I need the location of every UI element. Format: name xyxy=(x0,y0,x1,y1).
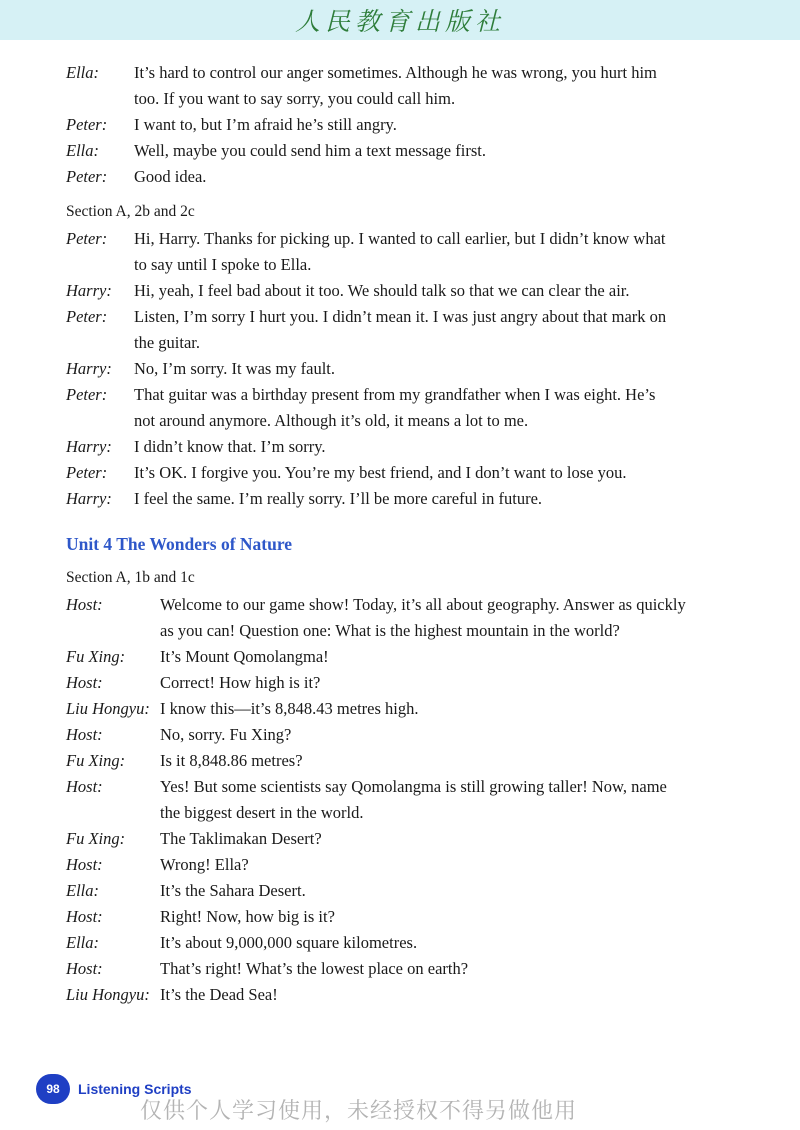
dialogue-text-line: the biggest desert in the world. xyxy=(160,803,364,822)
dialogue-text-line: Correct! How high is it? xyxy=(160,673,321,692)
dialogue-text-line: Hi, Harry. Thanks for picking up. I wanted to call earlier, but I didn’t know what xyxy=(134,229,666,248)
dialogue-text-line: It’s Mount Qomolangma! xyxy=(160,647,329,666)
page-number-badge: 98 xyxy=(36,1074,70,1104)
speaker-name: Ella: xyxy=(66,881,99,900)
speaker-name: Peter: xyxy=(66,463,108,482)
dialogue-text xyxy=(134,138,486,164)
header-band xyxy=(0,0,800,40)
dialogue-text xyxy=(134,164,206,190)
unit-heading: Unit 4 The Wonders of Nature xyxy=(66,534,293,554)
dialogue-line xyxy=(66,670,696,696)
dialogue-text-line: It’s OK. I forgive you. You’re my best friend, and I don’t want to lose you. xyxy=(134,463,627,482)
speaker-name: Liu Hongyu: xyxy=(66,985,150,1004)
dialogue-text-line: I feel the same. I’m really sorry. I’ll be more careful in future. xyxy=(134,489,543,508)
dialogue-text-line: I didn’t know that. I’m sorry. xyxy=(134,437,326,456)
speaker-name: Fu Xing: xyxy=(66,647,126,666)
dialogue-line xyxy=(66,644,696,670)
dialogue-line xyxy=(66,164,696,190)
dialogue-text-line: too. If you want to say sorry, you could call him. xyxy=(134,89,456,108)
section-heading-1b-1c: Section A, 1b and 1c xyxy=(66,569,195,586)
dialogue-text-line: not around anymore. Although it’s old, it means a lot to me. xyxy=(134,411,529,430)
dialogue-text-line: as you can! Question one: What is the highest mountain in the world? xyxy=(160,621,620,640)
dialogue-text xyxy=(160,852,249,878)
dialogue-text xyxy=(160,592,686,644)
footer-label: Listening Scripts xyxy=(78,1081,192,1097)
dialogue-text xyxy=(160,826,322,852)
dialogue-line xyxy=(66,460,696,486)
dialogue-line xyxy=(66,434,696,460)
speaker-name: Harry: xyxy=(66,359,112,378)
watermark: 仅供个人学习使用，未经授权不得另做他用 xyxy=(140,1099,578,1124)
speaker-name: Liu Hongyu: xyxy=(66,699,150,718)
dialogue-text-line: It’s about 9,000,000 square kilometres. xyxy=(160,933,418,952)
speaker-name: Peter: xyxy=(66,115,108,134)
dialogue-text xyxy=(160,722,291,748)
dialogue-line xyxy=(66,930,696,956)
dialogue-line xyxy=(66,60,696,112)
dialogue-text-line: I know this—it’s 8,848.43 metres high. xyxy=(160,699,419,718)
speaker-name: Fu Xing: xyxy=(66,751,126,770)
section-2b-dialogue xyxy=(66,226,696,512)
dialogue-text xyxy=(134,486,542,512)
dialogue-text-line: Listen, I’m sorry I hurt you. I didn’t mean it. I was just angry about that mark on xyxy=(134,307,667,326)
speaker-name: Harry: xyxy=(66,281,112,300)
dialogue-line xyxy=(66,826,696,852)
dialogue-text-line: Welcome to our game show! Today, it’s all about geography. Answer as quickly xyxy=(160,595,686,614)
dialogue-text-line: Wrong! Ella? xyxy=(160,855,249,874)
dialogue-line xyxy=(66,696,696,722)
dialogue-text-line: No, sorry. Fu Xing? xyxy=(160,725,292,744)
dialogue-line xyxy=(66,878,696,904)
speaker-name: Host: xyxy=(66,959,103,978)
dialogue-line xyxy=(66,956,696,982)
publisher-logo: 人民教育出版社 xyxy=(294,7,505,36)
dialogue-line xyxy=(66,356,696,382)
dialogue-line xyxy=(66,774,696,826)
dialogue-text xyxy=(160,930,417,956)
speaker-name: Host: xyxy=(66,855,103,874)
dialogue-text-line: Hi, yeah, I feel bad about it too. We should talk so that we can clear the air. xyxy=(134,281,630,300)
dialogue-line xyxy=(66,138,696,164)
speaker-name: Host: xyxy=(66,907,103,926)
dialogue-text-line: Well, maybe you could send him a text message first. xyxy=(134,141,486,160)
speaker-name: Peter: xyxy=(66,229,108,248)
dialogue-text xyxy=(160,956,468,982)
dialogue-line xyxy=(66,722,696,748)
dialogue-text xyxy=(160,878,306,904)
listening-script-content xyxy=(66,60,696,1008)
dialogue-text xyxy=(134,60,657,112)
dialogue-text-line: It’s the Sahara Desert. xyxy=(160,881,306,900)
dialogue-text xyxy=(160,644,329,670)
dialogue-line xyxy=(66,748,696,774)
dialogue-text xyxy=(160,982,278,1008)
dialogue-text-line: Is it 8,848.86 metres? xyxy=(160,751,303,770)
dialogue-text xyxy=(134,382,655,434)
speaker-name: Peter: xyxy=(66,167,108,186)
dialogue-text-line: That guitar was a birthday present from my grandfather when I was eight. He’s xyxy=(134,385,656,404)
dialogue-text xyxy=(134,226,665,278)
dialogue-line xyxy=(66,904,696,930)
dialogue-line xyxy=(66,982,696,1008)
dialogue-text xyxy=(160,904,335,930)
speaker-name: Host: xyxy=(66,673,103,692)
dialogue-text xyxy=(134,278,630,304)
dialogue-text-line: No, I’m sorry. It was my fault. xyxy=(134,359,336,378)
dialogue-text xyxy=(160,748,303,774)
speaker-name: Ella: xyxy=(66,933,99,952)
speaker-name: Peter: xyxy=(66,307,108,326)
speaker-name: Host: xyxy=(66,725,103,744)
dialogue-line xyxy=(66,112,696,138)
dialogue-text xyxy=(134,460,627,486)
dialogue-line xyxy=(66,304,696,356)
dialogue-text xyxy=(134,112,397,138)
speaker-name: Harry: xyxy=(66,489,112,508)
dialogue-text xyxy=(134,356,335,382)
dialogue-text-line: to say until I spoke to Ella. xyxy=(134,255,312,274)
speaker-name: Fu Xing: xyxy=(66,829,126,848)
dialogue-line xyxy=(66,852,696,878)
dialogue-text-line: I want to, but I’m afraid he’s still angry. xyxy=(134,115,397,134)
dialogue-text xyxy=(160,774,667,826)
dialogue-text-line: Yes! But some scientists say Qomolangma is still growing taller! Now, name xyxy=(160,777,667,796)
dialogue-line xyxy=(66,486,696,512)
speaker-name: Peter: xyxy=(66,385,108,404)
dialogue-text-line: Good idea. xyxy=(134,167,207,186)
dialogue-text xyxy=(160,670,320,696)
speaker-name: Harry: xyxy=(66,437,112,456)
speaker-name: Ella: xyxy=(66,63,99,82)
dialogue-text xyxy=(160,696,419,722)
section-1b-dialogue xyxy=(66,592,696,1008)
dialogue-text-line: the guitar. xyxy=(134,333,200,352)
dialogue-text xyxy=(134,304,666,356)
speaker-name: Ella: xyxy=(66,141,99,160)
dialogue-text-line: The Taklimakan Desert? xyxy=(160,829,322,848)
speaker-name: Host: xyxy=(66,777,103,796)
dialogue-text-line: Right! Now, how big is it? xyxy=(160,907,335,926)
top-dialogue xyxy=(66,60,696,190)
dialogue-line xyxy=(66,226,696,278)
dialogue-line xyxy=(66,592,696,644)
dialogue-text-line: It’s hard to control our anger sometimes. Although he was wrong, you hurt him xyxy=(134,63,657,82)
section-heading-2b-2c: Section A, 2b and 2c xyxy=(66,203,195,220)
speaker-name: Host: xyxy=(66,595,103,614)
dialogue-text-line: That’s right! What’s the lowest place on earth? xyxy=(160,959,469,978)
dialogue-text xyxy=(134,434,326,460)
dialogue-line xyxy=(66,278,696,304)
dialogue-line xyxy=(66,382,696,434)
dialogue-text-line: It’s the Dead Sea! xyxy=(160,985,278,1004)
